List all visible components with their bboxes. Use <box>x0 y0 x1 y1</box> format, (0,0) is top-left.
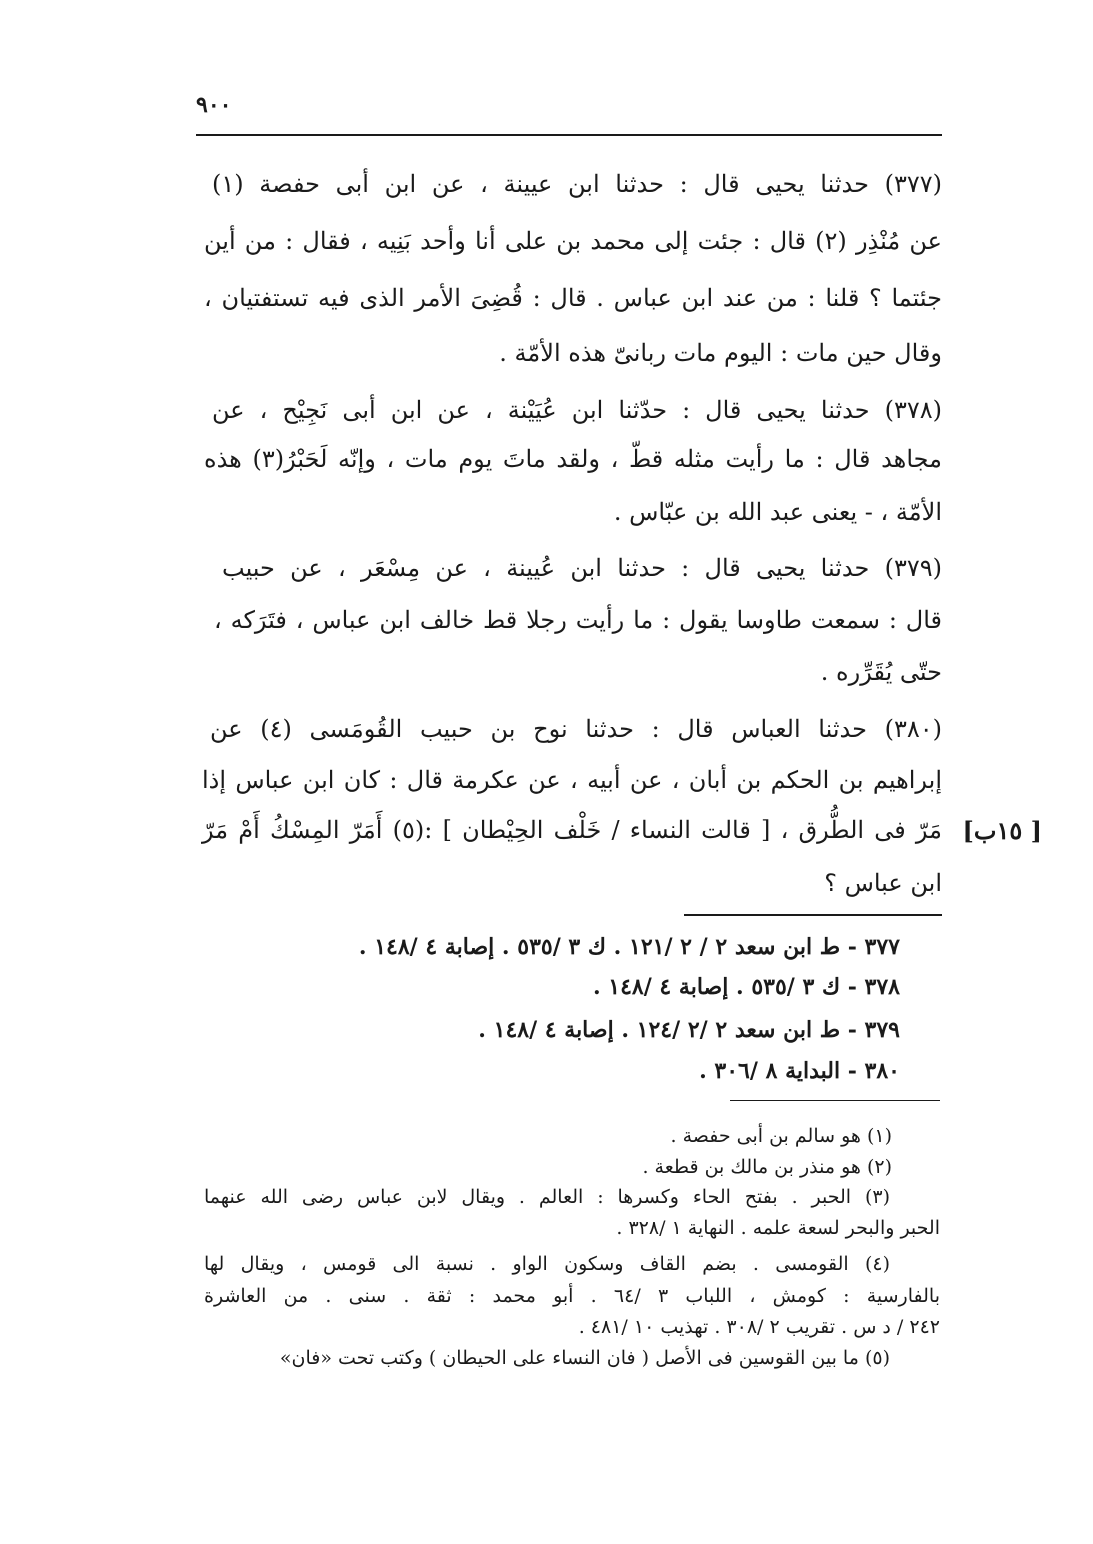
page-number: ٩٠٠ <box>196 92 232 118</box>
footnote-4-line-2: بالفارسية : كومش ، اللباب ٣ /٦٤ . أبو محمد : ثقة . سنى . من العاشرة <box>204 1285 940 1307</box>
paragraph-377-line-1: (٣٧٧) حدثنا يحيى قال : حدثنا ابن عيينة ، عن ابن أبى حفصة (١) <box>212 170 942 198</box>
footnote-3-line-1: (٣) الحبر . بفتح الحاء وكسرها : العالم . ويقال لابن عباس رضى الله عنهما <box>204 1186 890 1208</box>
paragraph-378-line-3: الأمّة ، - يعنى عبد الله بن عبّاس . <box>613 498 942 526</box>
paragraph-377-line-3: جئتما ؟ قلنا : من عند ابن عباس . قال : قُضِىَ الأمر الذى فيه تستفتيان ، <box>204 284 942 312</box>
paragraph-378-line-1: (٣٧٨) حدثنا يحيى قال : حدّثنا ابن عُيَيْنة ، عن ابن أبى نَجِيْح ، عن <box>212 396 942 424</box>
paragraph-379-line-3: حتّى يُقَرِّره . <box>820 658 942 686</box>
header-rule <box>196 134 942 136</box>
paragraph-378-line-2: مجاهد قال : ما رأيت مثله قطّ ، ولقد ماتَ يوم مات ، وإنّه لَحَبْرُ(٣) هذه <box>204 445 942 473</box>
paragraph-379-line-2: قال : سمعت طاوسا يقول : ما رأيت رجلا قط خالف ابن عباس ، فتَرَكه ، <box>214 606 942 634</box>
paragraph-380-line-2: إبراهيم بن الحكم بن أبان ، عن أبيه ، عن عكرمة قال : كان ابن عباس إذا <box>202 766 942 794</box>
source-line-380: ٣٨٠ - البداية ٨ /٣٠٦ . <box>699 1058 900 1084</box>
footnote-2: (٢) هو منذر بن مالك بن قطعة . <box>642 1156 892 1178</box>
paragraph-379-line-1: (٣٧٩) حدثنا يحيى قال : حدثنا ابن عُيينة ، عن مِسْعَر ، عن حبيب <box>222 554 942 582</box>
margin-folio-note: [ ١٥ب] <box>962 816 1042 845</box>
paragraph-377-line-2: عن مُنْذِر (٢) قال : جئت إلى محمد بن على أنا وأحد بَنِيه ، فقال : من أين <box>204 227 943 255</box>
source-line-378: ٣٧٨ - ك ٣ /٥٣٥ . إصابة ٤ /١٤٨ . <box>592 974 900 1000</box>
footnote-3-line-2: الحبر والبحر لسعة علمه . النهاية ١ /٣٢٨ . <box>616 1217 940 1239</box>
paragraph-380-line-3: مَرّ فى الطُّرق ، [ قالت النساء / خَلْف الحِيْطان ] :(٥) أَمَرّ المِسْكُ أَمْ مَرّ <box>202 816 943 844</box>
source-line-377: ٣٧٧ - ط ابن سعد ٢ / ٢ /١٢١ . ك ٣ /٥٣٥ . إصابة ٤ /١٤٨ . <box>358 934 900 960</box>
paragraph-377-line-4: وقال حين مات : اليوم مات ربانىّ هذه الأمّة . <box>499 339 942 367</box>
paragraph-380-line-1: (٣٨٠) حدثنا العباس قال : حدثنا نوح بن حبيب القُومَسى (٤) عن <box>210 715 942 743</box>
footnote-4-line-1: (٤) القومسى . بضم القاف وسكون الواو . نسبة الى قومس ، ويقال لها <box>204 1253 890 1275</box>
footnote-5: (٥) ما بين القوسين فى الأصل ( فان النساء على الحيطان ) وكتب تحت «فان» <box>279 1347 890 1369</box>
source-line-379: ٣٧٩ - ط ابن سعد ٢ /٢ /١٢٤ . إصابة ٤ /١٤٨ . <box>478 1017 900 1043</box>
footnotes-rule <box>730 1100 940 1101</box>
footnote-4-line-3: ٢٤٢ / د س . تقريب ٢ /٣٠٨ . تهذيب ١٠ /٤٨١ . <box>578 1316 940 1338</box>
sources-rule <box>684 914 942 916</box>
footnote-1: (١) هو سالم بن أبى حفصة . <box>670 1125 892 1147</box>
paragraph-380-line-4: ابن عباس ؟ <box>824 869 942 897</box>
